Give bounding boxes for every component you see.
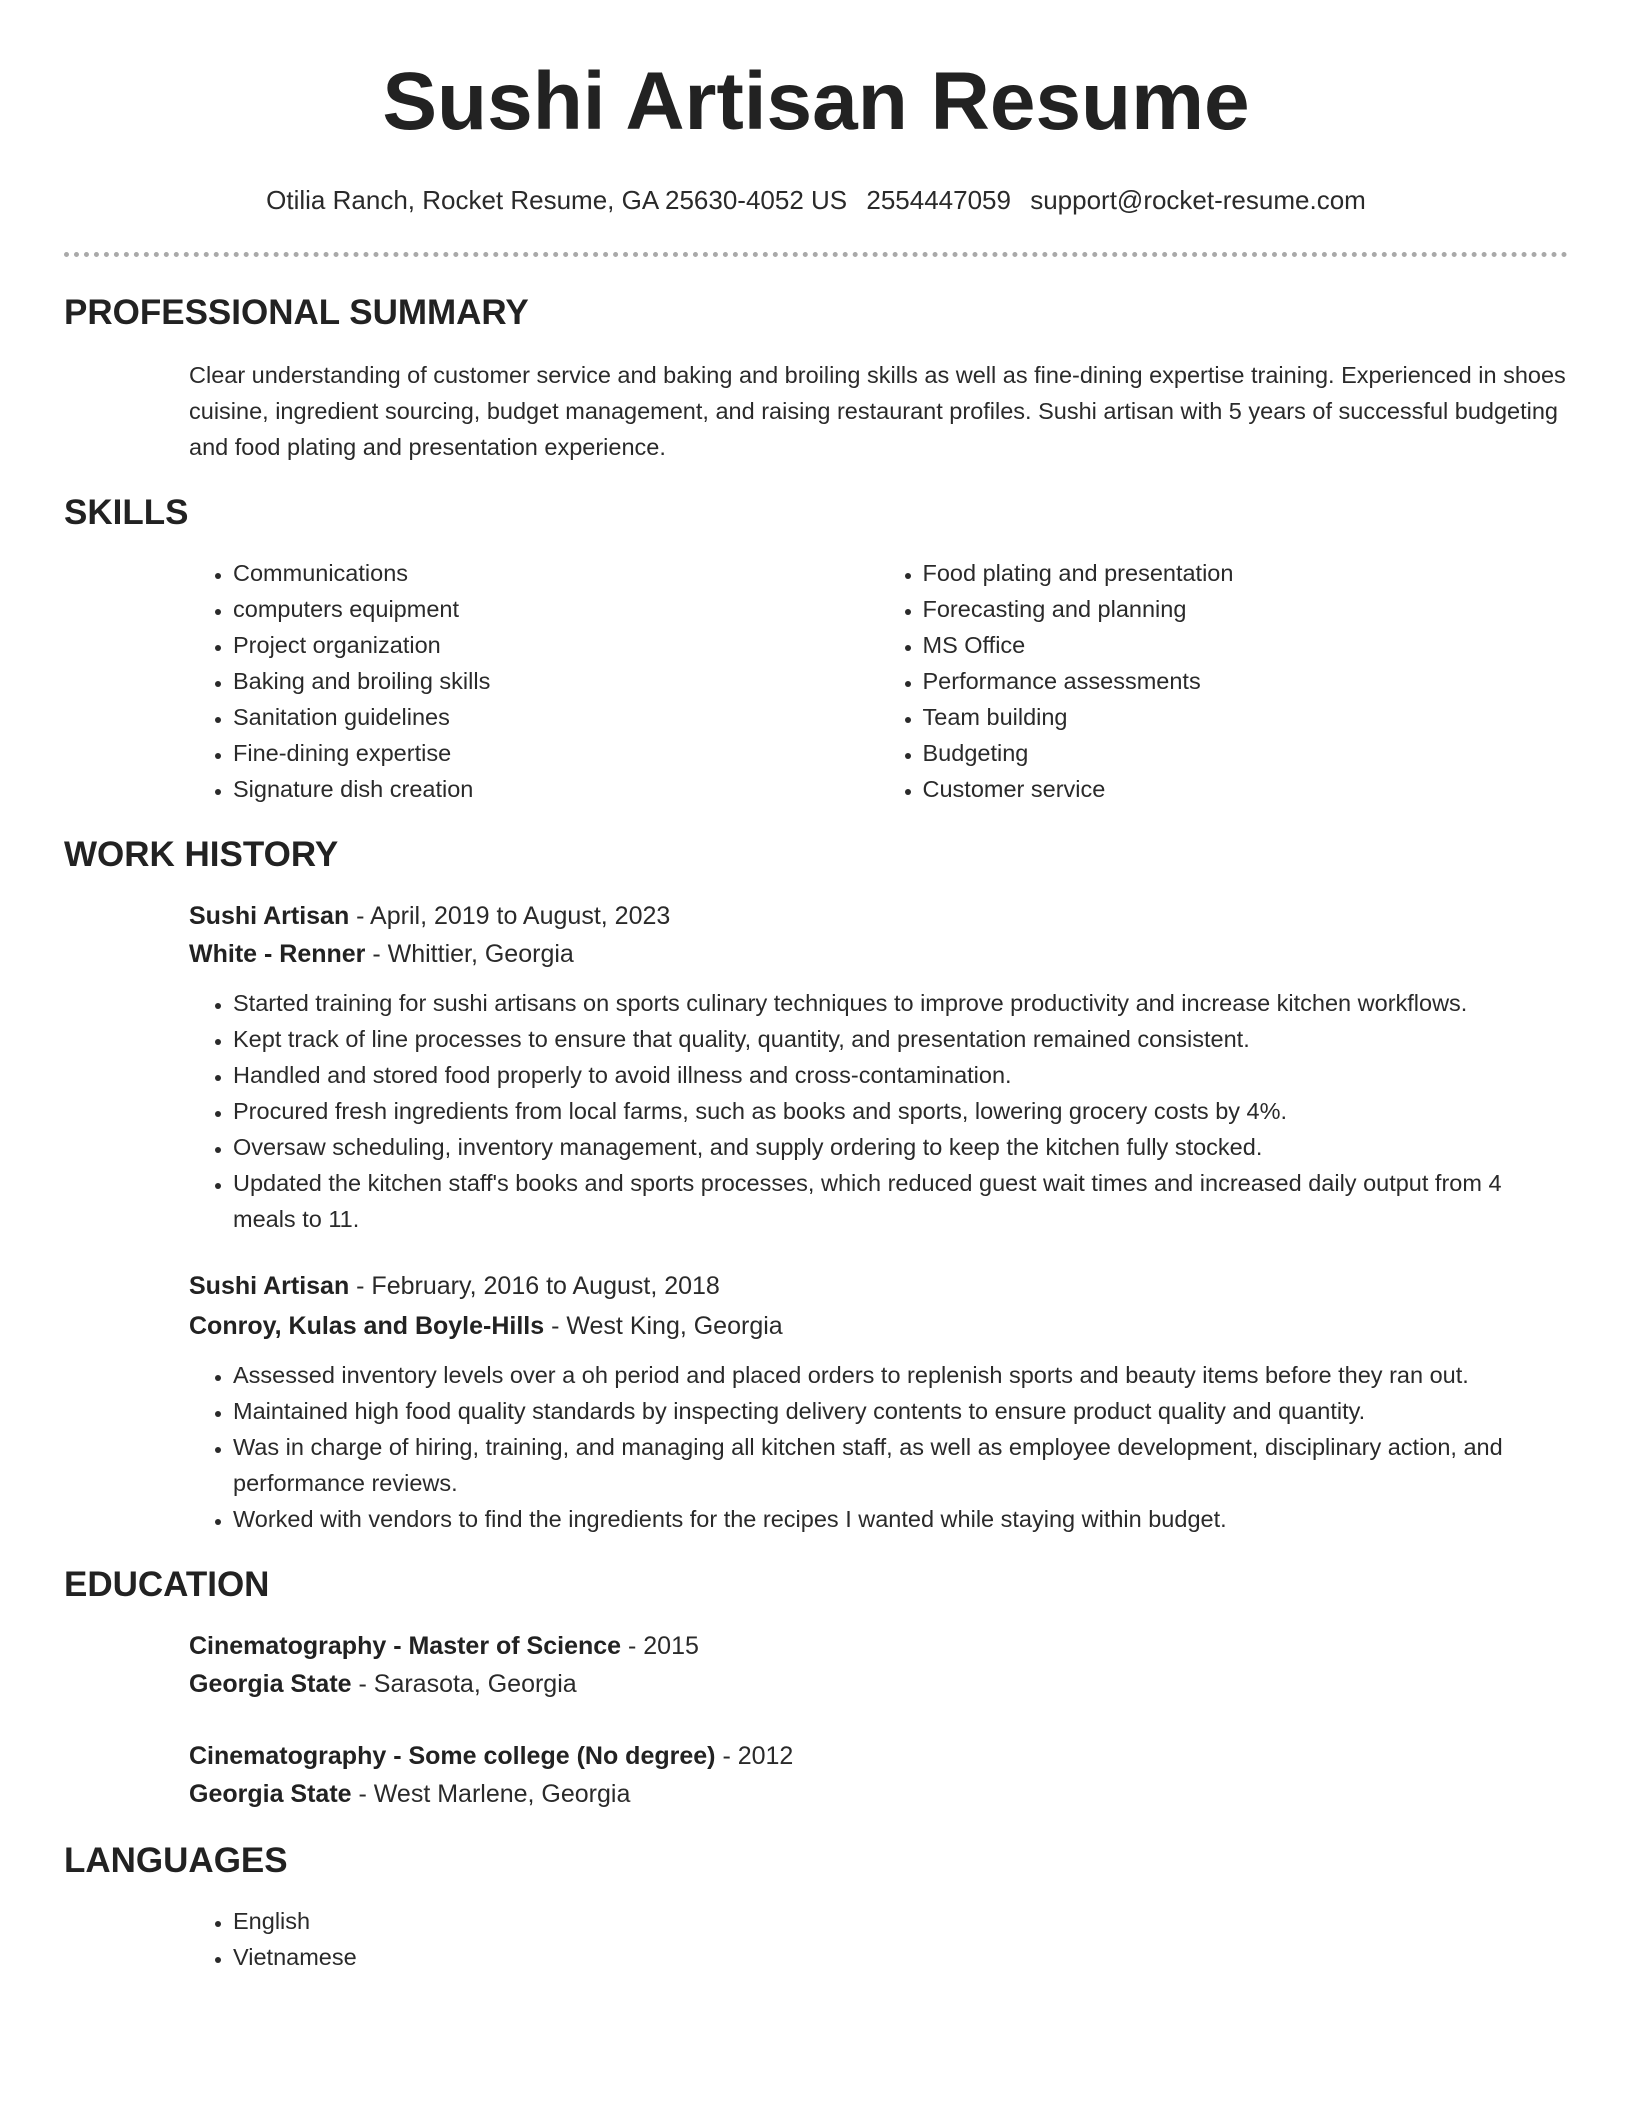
languages-heading: LANGUAGES (64, 1841, 288, 1880)
job-company-line (189, 1307, 1568, 1345)
job-bullets (189, 1357, 1568, 1537)
education-heading: EDUCATION (64, 1565, 270, 1604)
job-bullet: • Maintained high food quality standards by inspecting delivery contents to ensure product quality and quantity. (233, 1393, 1568, 1429)
education-school: Georgia State (189, 1780, 352, 1808)
skill-item: • Food plating and presentation (923, 555, 1569, 591)
job-company-line (189, 935, 1568, 973)
skill-item: • Fine-dining expertise (233, 735, 879, 771)
skill-item: • Team building (923, 699, 1569, 735)
job-dates: - February, 2016 to August, 2018 (349, 1272, 720, 1300)
skills-section (64, 491, 1568, 807)
header-divider (64, 252, 1568, 257)
job-title: Sushi Artisan (189, 902, 350, 930)
education-degree-line (189, 1627, 1568, 1665)
languages-list (189, 1903, 1568, 1975)
skills-left-list (189, 555, 879, 807)
skill-item: • Budgeting (923, 735, 1569, 771)
languages-section (64, 1839, 1568, 1975)
skill-item: • Communications (233, 555, 879, 591)
job-company: Conroy, Kulas and Boyle-Hills (189, 1312, 545, 1340)
resume-page (64, 0, 1568, 1975)
skill-item: • MS Office (923, 627, 1569, 663)
work-section (64, 833, 1568, 1537)
skills-right-list (879, 555, 1569, 807)
job-title-line (189, 1267, 1568, 1305)
job-bullet: • Started training for sushi artisans on sports culinary techniques to improve productivity and increase kitchen workflows. (233, 985, 1568, 1021)
education-year: - 2015 (621, 1632, 699, 1660)
job-bullet: • Updated the kitchen staff's books and sports processes, which reduced guest wait times and increased daily output from 4 meals to 11. (233, 1165, 1568, 1237)
education-section (64, 1563, 1568, 1813)
skills-grid (189, 555, 1568, 807)
resume-title: Sushi Artisan Resume (382, 56, 1250, 147)
education-degree: Cinematography - Master of Science (189, 1632, 622, 1660)
job-bullets (189, 985, 1568, 1237)
education-entry (189, 1627, 1568, 1703)
job-bullet: • Oversaw scheduling, inventory management, and supply ordering to keep the kitchen fully stocked. (233, 1129, 1568, 1165)
education-school-line (189, 1665, 1568, 1703)
work-heading: WORK HISTORY (64, 835, 339, 874)
job-bullet: • Was in charge of hiring, training, and managing all kitchen staff, as well as employee development, disciplinary action, and performance reviews. (233, 1429, 1568, 1501)
skill-item: • Project organization (233, 627, 879, 663)
skill-item: • Customer service (923, 771, 1569, 807)
job-bullet: • Assessed inventory levels over a oh period and placed orders to replenish sports and beauty items before they ran out. (233, 1357, 1568, 1393)
education-entry (189, 1737, 1568, 1813)
skill-item: • computers equipment (233, 591, 879, 627)
job-location: - West King, Georgia (544, 1312, 783, 1340)
job-title-line (189, 897, 1568, 935)
job-entry (189, 1267, 1568, 1345)
skill-item: • Sanitation guidelines (233, 699, 879, 735)
language-item: • Vietnamese (233, 1939, 1568, 1975)
skill-item: • Baking and broiling skills (233, 663, 879, 699)
job-bullet: • Handled and stored food properly to avoid illness and cross-contamination. (233, 1057, 1568, 1093)
job-entry (189, 897, 1568, 973)
skill-item: • Signature dish creation (233, 771, 879, 807)
job-company: White - Renner (189, 940, 366, 968)
contact-address: Otilia Ranch, Rocket Resume, GA 25630-4052 US (266, 185, 848, 215)
job-bullet: • Kept track of line processes to ensure that quality, quantity, and presentation remained consistent. (233, 1021, 1568, 1057)
job-title: Sushi Artisan (189, 1272, 350, 1300)
job-bullet: • Procured fresh ingredients from local farms, such as books and sports, lowering grocery costs by 4%. (233, 1093, 1568, 1129)
skill-item: • Forecasting and planning (923, 591, 1569, 627)
job-dates: - April, 2019 to August, 2023 (349, 902, 671, 930)
language-item: • English (233, 1903, 1568, 1939)
education-location: - Sarasota, Georgia (351, 1670, 577, 1698)
education-degree: Cinematography - Some college (No degree) (189, 1742, 716, 1770)
education-school: Georgia State (189, 1670, 352, 1698)
education-year: - 2012 (715, 1742, 794, 1770)
education-degree-line (189, 1737, 1568, 1775)
contact-phone: 2554447059 (866, 185, 1011, 215)
education-location: - West Marlene, Georgia (351, 1780, 631, 1808)
summary-section (64, 291, 1568, 465)
contact-email: support@rocket-resume.com (1030, 185, 1366, 215)
job-location: - Whittier, Georgia (365, 940, 574, 968)
skill-item: • Performance assessments (923, 663, 1569, 699)
education-school-line (189, 1775, 1568, 1813)
summary-text: Clear understanding of customer service and baking and broiling skills as well as fine-dining expertise training. Experienced in shoes cuisine, ingredient sourcing, budget management, and raising restaurant profiles. Sushi artisan with 5 years of successful budgeting and food plating and presentation experience. (189, 362, 1566, 460)
summary-heading: PROFESSIONAL SUMMARY (64, 293, 529, 332)
contact-line (64, 182, 1568, 218)
skills-heading: SKILLS (64, 493, 189, 532)
job-bullet: • Worked with vendors to find the ingredients for the recipes I wanted while staying within budget. (233, 1501, 1568, 1537)
